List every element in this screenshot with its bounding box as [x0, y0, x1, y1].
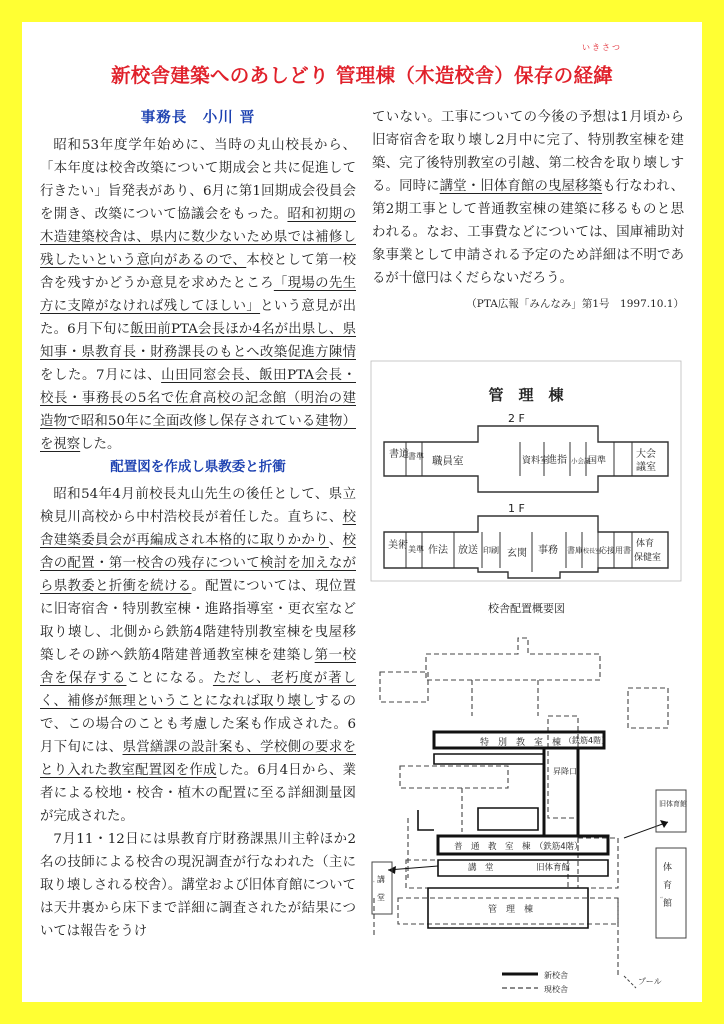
- title-ruby: いきさつ: [582, 43, 622, 52]
- r1-craft: 作法: [428, 545, 448, 556]
- site-old-gym: 旧体育館: [536, 863, 571, 873]
- floorplan-figure: [370, 360, 682, 582]
- r1-print: 印刷: [483, 546, 499, 555]
- site-auditorium-b: 堂: [377, 893, 385, 902]
- text-run: という意見が出た。6月下旬に: [40, 299, 356, 337]
- underlined-run: 講堂・旧体育館の曳屋移築: [439, 179, 603, 194]
- text-run: 本校として第一校舎を残すかどうか意見を求めたところ: [40, 253, 357, 291]
- floor1-label: 1 F: [508, 502, 525, 515]
- gym-box: [656, 848, 686, 938]
- r1-reception: 応接: [599, 546, 615, 555]
- subheading: 配置図を作成し県教委と折衝: [110, 459, 286, 475]
- underlined-run: 山田同窓会長、飯田PTA会長・校長・事務長の5名で佐倉高校の記念館（明治の建造物で昭和50年に全面改修し保存されている建物）を視察: [40, 368, 356, 452]
- text-run: も行なわれ、第2期工事として普通教室棟の建築に移るものと思われる。なお、工事費などについては、国庫補助対象事業として申請される予定のため詳細は不明であるが十億円はくだらないだろう。: [372, 179, 685, 286]
- site-auditorium: 講堂: [373, 882, 375, 883]
- floorplan-title: 管 理 棟: [488, 386, 564, 404]
- site-admin: 管 理 棟: [488, 905, 534, 915]
- legend-old: 現校舎: [544, 985, 568, 994]
- text-run: 昭和53年度学年始めに、当時の丸山校長から、「本年度は校舎改築について期成会と共に促進して行きたい」旨発表があり、6月に第1回期成会役員会を開き、改築について協議会をもった。: [40, 138, 356, 222]
- site-gym-1: 体: [663, 863, 673, 873]
- old-gym-box: [656, 790, 686, 832]
- paragraph-1: [40, 134, 356, 456]
- paragraph-3: [40, 828, 356, 943]
- r2-small: 小会議: [571, 457, 591, 465]
- r2-hall-b: 議室: [636, 462, 656, 473]
- text-run: をした。7月には、: [40, 368, 162, 383]
- floor2-label: 2 F: [508, 412, 525, 425]
- left-column: [40, 107, 356, 943]
- gym-arrow: [624, 822, 668, 838]
- paragraph-2: [40, 483, 356, 828]
- underlined-run: 昭和初期の木造建築校舎は、県内に数少ないため県では補修し残したいという意向があるので、: [40, 207, 356, 268]
- text-run: するので、この場合のことも考慮した案も作成された。6月下旬には、: [40, 694, 357, 755]
- text-run: ていない。工事についての今後の予想は1月頃から旧寄宿舎を取り壊し2月中に完了、特別教室棟を建築、完了後特別教室の引越、第二校舎を取り壊しする。同時に: [372, 110, 684, 194]
- site-pool: プール: [638, 977, 662, 986]
- new-buildings: [434, 732, 608, 854]
- text-run: 昭和54年4月前校長丸山先生の後任として、県立検見川高校から中村浩校長が着任した。直ちに、: [40, 487, 356, 525]
- underlined-run: 校舎建築委員会が再編成され本格的に取りかかり: [40, 510, 356, 548]
- site-gym: 体育館: [660, 898, 663, 899]
- site-old-gym-side: 旧体育館: [659, 800, 687, 808]
- text-run: 。配置については、現位置に旧寄宿舎・特別教室棟・進路指導室・更衣室など取り壊し、北側から鉄筋4階建特別教室棟を曳屋移築しその跡へ鉄筋4階建普通教室棟を建築し: [40, 579, 356, 663]
- r1-supplies: 用書: [615, 546, 631, 555]
- underlined-run: ただし、老朽度が著しく、補修が無理ということになれば取り壊し: [40, 671, 357, 709]
- r1-office: 事務: [538, 545, 558, 556]
- r1-broadcast: 放送: [458, 545, 478, 556]
- site-hall: 講 堂: [468, 863, 494, 873]
- text-run: ことになる。: [126, 671, 213, 686]
- r2-shodo-a: 書道: [389, 449, 409, 460]
- author-line: 事務長 小川 晋: [140, 110, 256, 126]
- site-auditorium-a: 講: [377, 875, 385, 884]
- r1-art: 美術: [388, 540, 408, 551]
- page-title: 新校舎建築へのあしどり 管理棟（木造校舎）保存の経緯: [110, 64, 614, 87]
- text-run: 、: [328, 533, 343, 548]
- text-run: した。6月4日から、業者による校地・校舎・植木の配置に至る詳細測量図が完成された。: [40, 763, 356, 824]
- siteplan-figure: [368, 598, 688, 998]
- r1-health-a: 体育: [636, 539, 655, 549]
- site-gym-3: 館: [663, 899, 673, 909]
- source-citation: （PTA広報「みんなみ」第1号 1997.10.1）: [466, 298, 684, 310]
- r1-entrance: 玄関: [507, 548, 527, 559]
- r2-prep: 書準: [408, 452, 424, 461]
- r2-staff: 職員室: [432, 455, 464, 467]
- site-stair: 昇降口: [553, 767, 577, 776]
- r2-guidance: 進指: [547, 455, 567, 466]
- underlined-run: 県営繕課の設計案も、学校側の要求をとり入れた教室配置図を作成: [40, 740, 357, 778]
- text-run: 7月11・12日には県教育庁財務課黒川主幹ほか2名の技師による校舎の現況調査が行なわれた（主に取り壊しされる校舎）。講堂および旧体育館については天井裏から床下まで詳細に調査されたが結果については報告をうけ: [40, 832, 356, 939]
- r1-principal: 校長室: [583, 548, 602, 555]
- siteplan-title: 校舎配置概要図: [488, 602, 565, 615]
- paragraph-4: [372, 106, 684, 290]
- r1-health-b: 保健室: [634, 553, 662, 563]
- right-column: [372, 106, 684, 312]
- underlined-run: 飯田前PTA会長ほか4名が出県し、県知事・県教育長・財務課長のもとへ改築促進方陳情: [40, 322, 356, 360]
- r2-materials: 資料室: [522, 456, 550, 466]
- r2-japanese: 国準: [588, 456, 607, 466]
- underlined-run: 「現場の先生方に支障がなければ残してほしい」: [40, 276, 357, 314]
- underlined-run: 校舎の配置・第一校舎の残存について検討を加えながら県教委と折衝を続ける: [40, 533, 357, 594]
- r1-library: 書庫: [567, 546, 583, 555]
- site-regular: 普 通 教 室 棟 （鉄筋4階）: [454, 842, 583, 852]
- text-run: した。: [80, 437, 121, 452]
- underlined-run: 第一校舎を保存する: [40, 648, 356, 686]
- site-special-note: （鉄筋4階）: [564, 736, 610, 745]
- legend-new: 新校舎: [544, 971, 568, 980]
- site-special: 特 別 教 室 棟: [480, 738, 562, 748]
- r1-art-prep: 美準: [408, 545, 424, 554]
- site-gym-2: 育: [663, 881, 673, 891]
- r2-hall-a: 大会: [636, 449, 656, 460]
- page-sheet: [22, 22, 702, 1002]
